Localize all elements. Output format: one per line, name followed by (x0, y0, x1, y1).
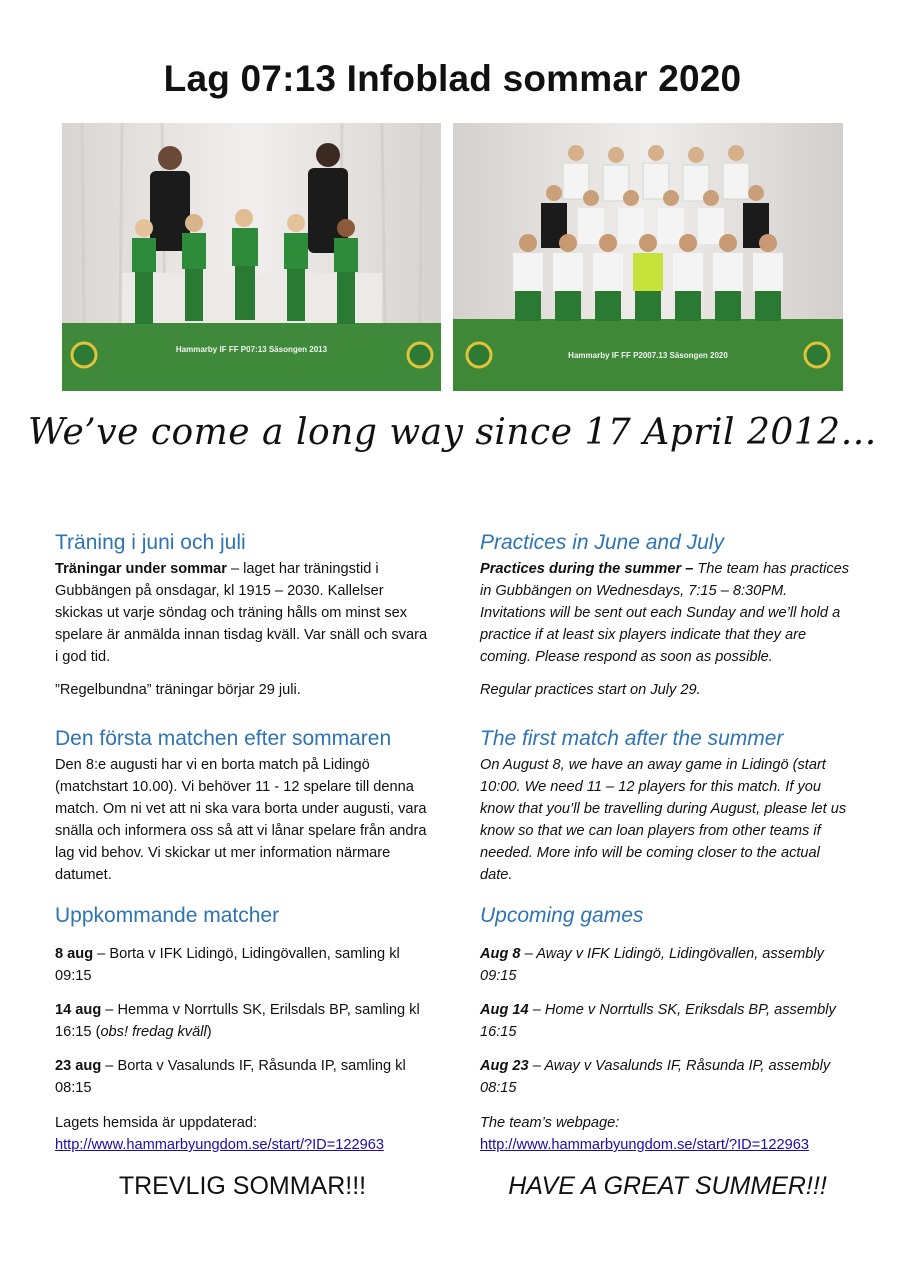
regular-practice-sv: ”Regelbundna” träningar börjar 29 juli. (55, 682, 301, 698)
photo-caption-2020: Hammarby IF FF P2007.13 Säsongen 2020 (568, 351, 728, 360)
game-3-en: Aug 23 – Away v Vasalunds IF, Råsunda IP, assembly 08:15 (480, 1058, 831, 1096)
farewell-en: HAVE A GREAT SUMMER!!! (508, 1172, 827, 1200)
game-2-sv: 14 aug – Hemma v Norrtulls SK, Erilsdals BP, samling kl 16:15 (obs! fredag kväll) (55, 1002, 420, 1040)
game-3-sv: 23 aug – Borta v Vasalunds IF, Råsunda IP, samling kl 08:15 (55, 1058, 406, 1096)
team-photo-2013 (62, 123, 441, 391)
team-website-link-sv[interactable]: http://www.hammarbyungdom.se/start/?ID=122963 (55, 1137, 384, 1153)
heading-match-en: The first match after the summer (480, 727, 784, 750)
photo-caption-2013: Hammarby IF FF P07:13 Säsongen 2013 (175, 345, 328, 354)
site-label-sv: Lagets hemsida är uppdaterad: (55, 1115, 258, 1131)
heading-training-en: Practices in June and July (480, 531, 724, 554)
game-2-en: Aug 14 – Home v Norrtulls SK, Eriksdals BP, assembly 16:15 (480, 1002, 836, 1040)
heading-match-sv: Den första matchen efter sommaren (55, 727, 392, 750)
heading-training-sv: Träning i juni och juli (55, 531, 246, 554)
game-1-en: Aug 8 – Away v IFK Lidingö, Lidingövallen, assembly 09:15 (480, 946, 824, 984)
heading-games-en: Upcoming games (480, 904, 644, 927)
page-title: Lag 07:13 Infoblad sommar 2020 (163, 58, 742, 99)
tagline: We’ve come a long way since 17 April 2012… (27, 412, 878, 453)
training-text-en: Practices during the summer – The team has practices in Gubbängen on Wednesdays, 7:15 – 8:30PM. Invitations will be sent out each Sunday and we’ll hold a practice if at least six players indicate that they are coming. Please respond as soon as possible. (480, 561, 850, 665)
match-text-en: On August 8, we have an away game in Lidingö (start 10:00. We need 11 – 12 players for this match. If you know that you’ll be travelling during August, please let us know so that we can loan players from other teams if needed. More info will be coming closer to the actual date. (480, 757, 847, 883)
site-label-en: The team’s webpage: (480, 1115, 620, 1131)
regular-practice-en: Regular practices start on July 29. (480, 682, 701, 698)
team-website-link-en[interactable]: http://www.hammarbyungdom.se/start/?ID=122963 (480, 1137, 809, 1153)
training-text-sv: Träningar under sommar – laget har träningstid i Gubbängen på onsdagar, kl 1915 – 2030. Kallelser skickas ut varje söndag och träning hålls om minst sex spelare är anmälda innan tisdag kväll. Var snäll och svara i god tid. (55, 561, 428, 665)
game-1-sv: 8 aug – Borta v IFK Lidingö, Lidingövallen, samling kl 09:15 (55, 946, 400, 984)
farewell-sv: TREVLIG SOMMAR!!! (118, 1172, 367, 1200)
match-text-sv: Den 8:e augusti har vi en borta match på Lidingö (matchstart 10.00). Vi behöver 11 - 12 spelare till denna match. Om ni vet att ni ska vara borta under augusti, vara snälla och informera oss så att vi lånar spelare från andra lag vid behov. Vi skickar ut mer information närmare datumet. (55, 757, 427, 883)
heading-games-sv: Uppkommande matcher (55, 904, 280, 927)
team-photo-2020 (453, 123, 843, 391)
